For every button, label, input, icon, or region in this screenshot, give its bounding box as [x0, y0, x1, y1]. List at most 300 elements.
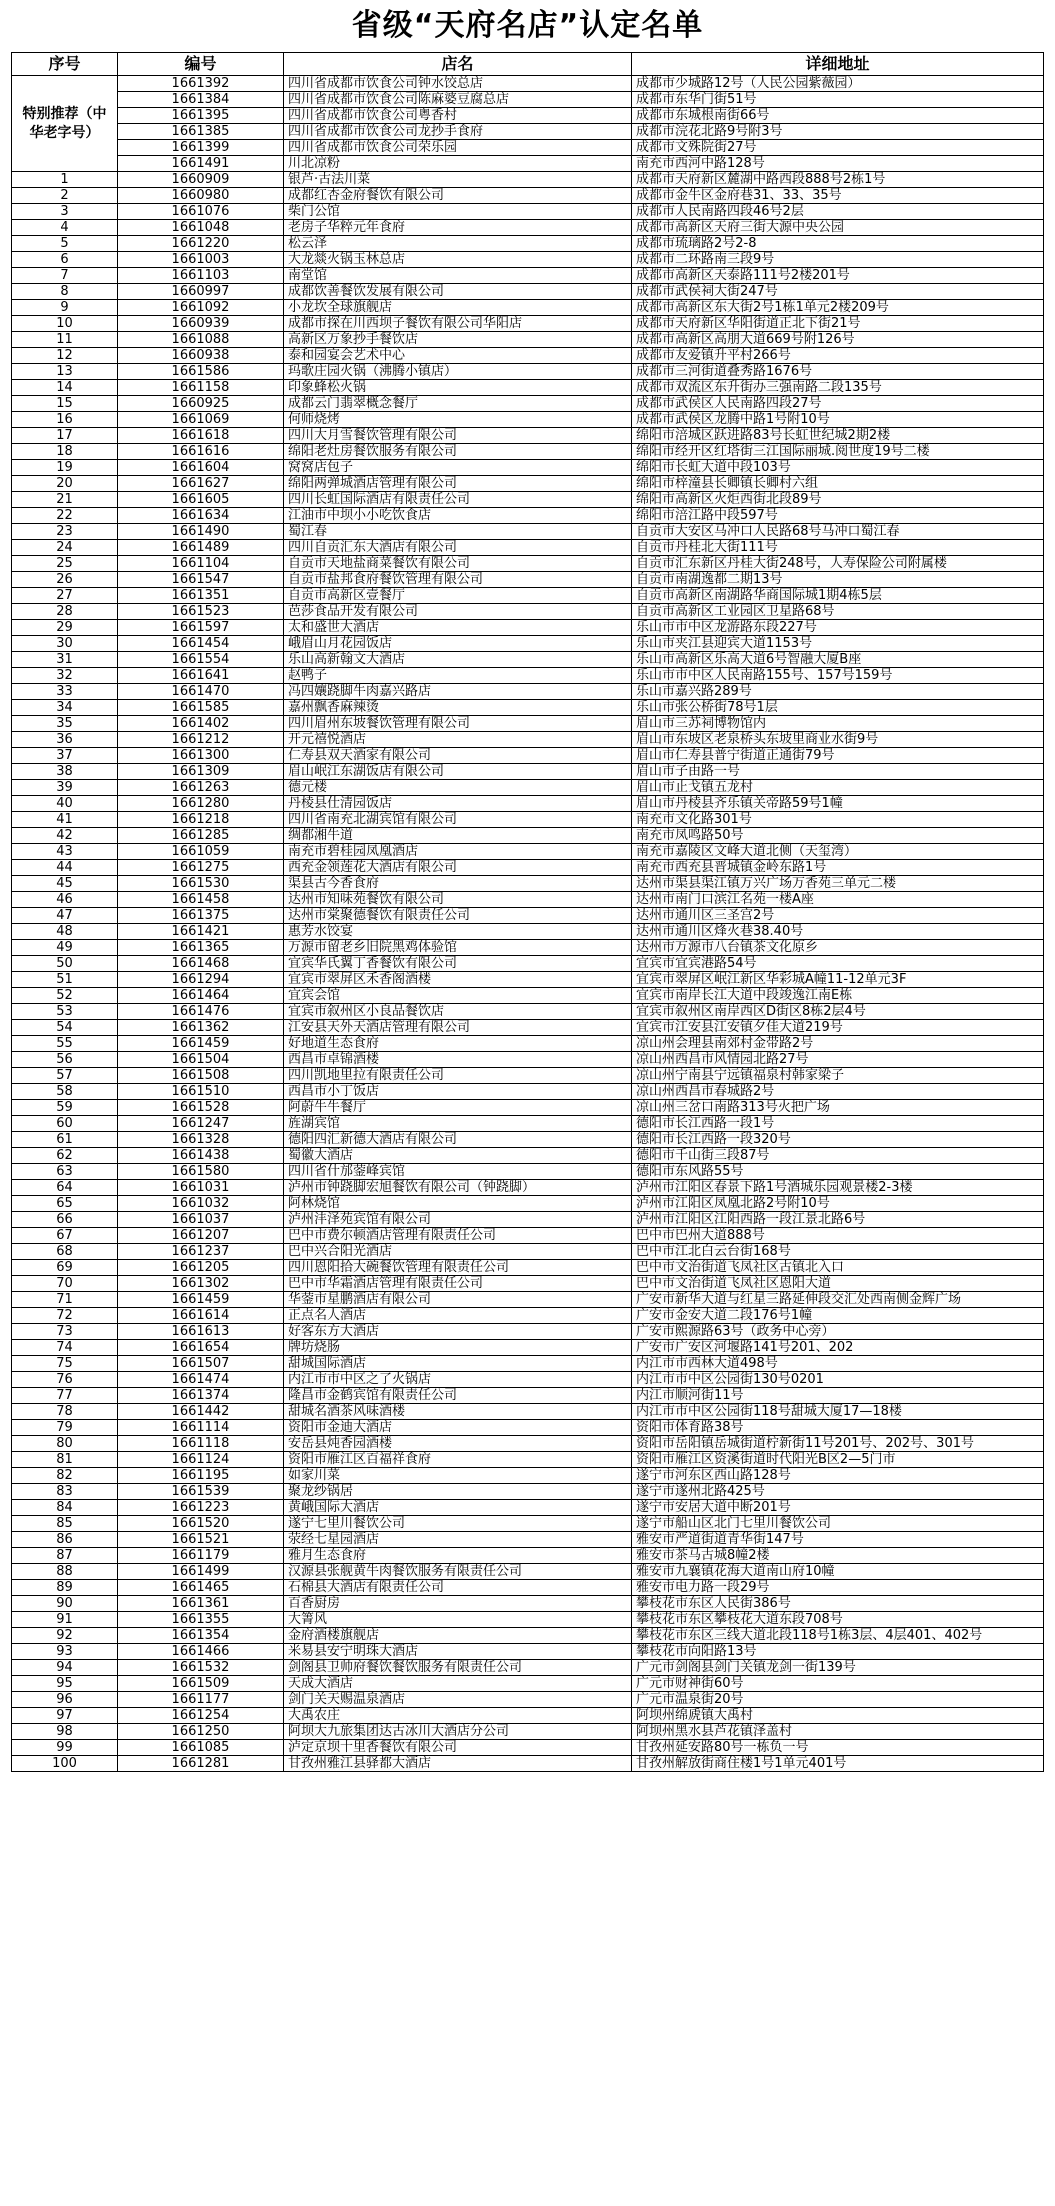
cell-name: 达州市知味苑餐饮有限公司: [284, 892, 632, 908]
cell-name: 甜城国际酒店: [284, 1356, 632, 1372]
cell-code: 1661459: [118, 1292, 284, 1308]
cell-seq: 74: [12, 1340, 118, 1356]
cell-address: 宜宾市南岸长江大道中段竣逸江南E栋: [632, 988, 1044, 1004]
cell-seq: 20: [12, 476, 118, 492]
cell-seq: 4: [12, 220, 118, 236]
table-row: [12, 236, 1044, 252]
cell-name: 阿蔚牛牛餐厅: [284, 1100, 632, 1116]
cell-address: 资阳市体育路38号: [632, 1420, 1044, 1436]
table-row: [12, 1580, 1044, 1596]
cell-seq: 100: [12, 1756, 118, 1772]
cell-address: 广元市财神街60号: [632, 1676, 1044, 1692]
cell-seq: 13: [12, 364, 118, 380]
table-row: [12, 1244, 1044, 1260]
cell-address: 雅安市茶马古城8幢2楼: [632, 1548, 1044, 1564]
table-row: [12, 924, 1044, 940]
cell-name: 玛歌庄园火锅（沸腾小镇店）: [284, 364, 632, 380]
header-seq: 序号: [12, 53, 118, 76]
cell-code: 1661466: [118, 1644, 284, 1660]
cell-address: 乐山市市中区人民南路155号、157号159号: [632, 668, 1044, 684]
cell-name: 西昌市卓锦酒楼: [284, 1052, 632, 1068]
table-row: [12, 1228, 1044, 1244]
table-row: [12, 1676, 1044, 1692]
cell-address: 自贡市高新区工业园区卫星路68号: [632, 604, 1044, 620]
cell-name: 内江市市中区之了火锅店: [284, 1372, 632, 1388]
cell-address: 遂宁市遂州北路425号: [632, 1484, 1044, 1500]
cell-address: 南充市西河中路128号: [632, 156, 1044, 172]
cell-name: 老房子华粹元年食府: [284, 220, 632, 236]
cell-seq: 61: [12, 1132, 118, 1148]
cell-seq: 47: [12, 908, 118, 924]
cell-seq: 63: [12, 1164, 118, 1180]
cell-address: 达州市万源市八台镇茶文化原乡: [632, 940, 1044, 956]
cell-name: 资阳市金迪大酒店: [284, 1420, 632, 1436]
cell-address: 南充市嘉陵区文峰大道北侧（天玺湾）: [632, 844, 1044, 860]
cell-seq: 58: [12, 1084, 118, 1100]
shop-list-table: [11, 52, 1044, 1772]
cell-address: 南充市西充县晋城镇金岭东路1号: [632, 860, 1044, 876]
cell-seq: 96: [12, 1692, 118, 1708]
page-title: 省级“天府名店”认定名单: [351, 8, 704, 43]
cell-seq: 26: [12, 572, 118, 588]
cell-code: 1661220: [118, 236, 284, 252]
cell-address: 达州市通川区烽火巷38.40号: [632, 924, 1044, 940]
cell-code: 1661384: [118, 92, 284, 108]
cell-name: 仁寿县双天酒家有限公司: [284, 748, 632, 764]
cell-address: 广元市温泉街20号: [632, 1692, 1044, 1708]
cell-address: 泸州市江阳区春景下路1号酒城乐园观景楼2-3楼: [632, 1180, 1044, 1196]
cell-code: 1661114: [118, 1420, 284, 1436]
cell-name: 荥经七星园酒店: [284, 1532, 632, 1548]
cell-code: 1661613: [118, 1324, 284, 1340]
table-row: [12, 572, 1044, 588]
cell-code: 1661528: [118, 1100, 284, 1116]
cell-address: 绵阳市涪江路中段597号: [632, 508, 1044, 524]
cell-seq: 87: [12, 1548, 118, 1564]
header-name: 店名: [284, 53, 632, 76]
cell-code: 1661521: [118, 1532, 284, 1548]
cell-address: 成都市武侯祠大街247号: [632, 284, 1044, 300]
cell-seq: 37: [12, 748, 118, 764]
cell-seq: 95: [12, 1676, 118, 1692]
table-row: [12, 1372, 1044, 1388]
cell-code: 1661294: [118, 972, 284, 988]
cell-address: 绵阳市涪城区跃进路83号长虹世纪城2期2楼: [632, 428, 1044, 444]
cell-address: 宜宾市江安县江安镇夕佳大道219号: [632, 1020, 1044, 1036]
cell-code: 1661032: [118, 1196, 284, 1212]
cell-address: 内江市市中区公园街118号甜城大厦17—18楼: [632, 1404, 1044, 1420]
cell-seq: 91: [12, 1612, 118, 1628]
table-row: [12, 156, 1044, 172]
cell-address: 成都市东华门街51号: [632, 92, 1044, 108]
cell-name: 宜宾华氏翼丁香餐饮有限公司: [284, 956, 632, 972]
cell-address: 德阳市东风路55号: [632, 1164, 1044, 1180]
cell-code: 1661509: [118, 1676, 284, 1692]
cell-seq: 81: [12, 1452, 118, 1468]
cell-seq: 36: [12, 732, 118, 748]
cell-name: 正点名人酒店: [284, 1308, 632, 1324]
cell-seq: 77: [12, 1388, 118, 1404]
cell-seq: 92: [12, 1628, 118, 1644]
cell-address: 自贡市南湖逸都二期13号: [632, 572, 1044, 588]
cell-seq: 17: [12, 428, 118, 444]
cell-seq: 16: [12, 412, 118, 428]
cell-address: 内江市市中区公园街130号0201: [632, 1372, 1044, 1388]
cell-name: 南堂馆: [284, 268, 632, 284]
cell-address: 攀枝花市东区三线大道北段118号1栋3层、4层401、402号: [632, 1628, 1044, 1644]
table-row: [12, 1116, 1044, 1132]
cell-seq: 65: [12, 1196, 118, 1212]
cell-code: 1661088: [118, 332, 284, 348]
cell-address: 广安市金安大道二段176号1幢: [632, 1308, 1044, 1324]
table-row: [12, 556, 1044, 572]
cell-address: 乐山市张公桥街78号1层: [632, 700, 1044, 716]
cell-seq: 7: [12, 268, 118, 284]
cell-name: 西昌市小丁饭店: [284, 1084, 632, 1100]
cell-name: 眉山岷江东湖饭店有限公司: [284, 764, 632, 780]
header-address: 详细地址: [632, 53, 1044, 76]
table-row: [12, 908, 1044, 924]
cell-address: 眉山市三苏祠博物馆内: [632, 716, 1044, 732]
table-row: [12, 684, 1044, 700]
cell-name: 泰和园宴会艺术中心: [284, 348, 632, 364]
cell-name: 达州市棠聚德餐饮有限责任公司: [284, 908, 632, 924]
cell-address: 资阳市雁江区资溪街道时代阳光B区2—5门市: [632, 1452, 1044, 1468]
cell-seq: 46: [12, 892, 118, 908]
cell-code: 1661179: [118, 1548, 284, 1564]
cell-code: 1661442: [118, 1404, 284, 1420]
cell-code: 1661059: [118, 844, 284, 860]
cell-name: 四川长虹国际酒店有限责任公司: [284, 492, 632, 508]
cell-name: 太和盛世大酒店: [284, 620, 632, 636]
cell-name: 汉源县张舰黄牛肉餐饮服务有限责任公司: [284, 1564, 632, 1580]
table-row: [12, 748, 1044, 764]
table-row: [12, 140, 1044, 156]
cell-address: 成都市文殊院街27号: [632, 140, 1044, 156]
cell-seq: 50: [12, 956, 118, 972]
cell-address: 凉山州三岔口南路313号火把广场: [632, 1100, 1044, 1116]
cell-address: 乐山市嘉兴路289号: [632, 684, 1044, 700]
cell-address: 雅安市电力路一段29号: [632, 1580, 1044, 1596]
cell-name: 四川眉州东坡餐饮管理有限公司: [284, 716, 632, 732]
cell-seq: 84: [12, 1500, 118, 1516]
table-row: [12, 1276, 1044, 1292]
table-row: [12, 1484, 1044, 1500]
cell-address: 阿坝州绵虒镇大禹村: [632, 1708, 1044, 1724]
cell-code: 1661490: [118, 524, 284, 540]
cell-code: 1661076: [118, 204, 284, 220]
cell-name: 宜宾市叙州区小良品餐饮店: [284, 1004, 632, 1020]
cell-name: 南充市碧桂园凤凰酒店: [284, 844, 632, 860]
cell-name: 川北凉粉: [284, 156, 632, 172]
table-row: [12, 716, 1044, 732]
cell-address: 攀枝花市东区攀枝花大道东段708号: [632, 1612, 1044, 1628]
table-body: [12, 76, 1044, 1772]
table-row: [12, 220, 1044, 236]
cell-name: 大龙燚火锅玉林总店: [284, 252, 632, 268]
table-row: [12, 348, 1044, 364]
table-row: [12, 1692, 1044, 1708]
table-row: [12, 1596, 1044, 1612]
cell-name: 万源市留老乡旧院黑鸡体验馆: [284, 940, 632, 956]
cell-code: 1661351: [118, 588, 284, 604]
cell-seq: 67: [12, 1228, 118, 1244]
cell-seq: 23: [12, 524, 118, 540]
cell-code: 1661399: [118, 140, 284, 156]
cell-name: 百香厨房: [284, 1596, 632, 1612]
cell-seq: 82: [12, 1468, 118, 1484]
cell-name: 芭莎食品开发有限公司: [284, 604, 632, 620]
cell-seq: 22: [12, 508, 118, 524]
table-row: [12, 780, 1044, 796]
cell-address: 乐山市夹江县迎宾大道1153号: [632, 636, 1044, 652]
cell-address: 眉山市东坡区老泉桥头东坡里商业水街9号: [632, 732, 1044, 748]
cell-name: 大箐风: [284, 1612, 632, 1628]
cell-name: 牌坊烧肠: [284, 1340, 632, 1356]
table-row: [12, 252, 1044, 268]
cell-address: 广安市熙源路63号（政务中心旁）: [632, 1324, 1044, 1340]
cell-address: 内江市顺河街11号: [632, 1388, 1044, 1404]
cell-code: 1661508: [118, 1068, 284, 1084]
cell-seq: 76: [12, 1372, 118, 1388]
cell-address: 眉山市子由路一号: [632, 764, 1044, 780]
cell-name: 窝窝店包子: [284, 460, 632, 476]
cell-code: 1661300: [118, 748, 284, 764]
cell-code: 1661470: [118, 684, 284, 700]
cell-code: 1661374: [118, 1388, 284, 1404]
cell-name: 高新区万象抄手餐饮店: [284, 332, 632, 348]
cell-name: 成都市探在川西坝子餐饮有限公司华阳店: [284, 316, 632, 332]
cell-seq: 24: [12, 540, 118, 556]
cell-address: 成都市天府新区麓湖中路西段888号2栋1号: [632, 172, 1044, 188]
cell-name: 峨眉山月花园饭店: [284, 636, 632, 652]
table-row: [12, 604, 1044, 620]
cell-code: 1661554: [118, 652, 284, 668]
table-row: [12, 732, 1044, 748]
cell-code: 1661207: [118, 1228, 284, 1244]
table-row: [12, 268, 1044, 284]
table-row: [12, 1644, 1044, 1660]
cell-name: 旌湖宾馆: [284, 1116, 632, 1132]
cell-code: 1661069: [118, 412, 284, 428]
cell-seq: 72: [12, 1308, 118, 1324]
table-row: [12, 332, 1044, 348]
cell-code: 1660939: [118, 316, 284, 332]
table-row: [12, 300, 1044, 316]
cell-code: 1661385: [118, 124, 284, 140]
cell-name: 赵鸭子: [284, 668, 632, 684]
cell-name: 甜城名酒茶风味酒楼: [284, 1404, 632, 1420]
table-row: [12, 876, 1044, 892]
cell-code: 1661438: [118, 1148, 284, 1164]
cell-seq: 57: [12, 1068, 118, 1084]
cell-seq: 75: [12, 1356, 118, 1372]
table-row: [12, 1052, 1044, 1068]
cell-name: 四川凯地里拉有限责任公司: [284, 1068, 632, 1084]
cell-seq: 27: [12, 588, 118, 604]
cell-address: 成都市二环路南三段9号: [632, 252, 1044, 268]
table-row: [12, 492, 1044, 508]
cell-seq: 2: [12, 188, 118, 204]
cell-code: 1661489: [118, 540, 284, 556]
cell-address: 宜宾市宜宾港路54号: [632, 956, 1044, 972]
cell-address: 绵阳市长虹大道中段103号: [632, 460, 1044, 476]
cell-name: 丹棱县仕清园饭店: [284, 796, 632, 812]
cell-code: 1661118: [118, 1436, 284, 1452]
cell-name: 江安县天外天酒店管理有限公司: [284, 1020, 632, 1036]
cell-name: 蜀徽大酒店: [284, 1148, 632, 1164]
cell-name: 渠县古今香食府: [284, 876, 632, 892]
cell-address: 成都市友爱镇升平村266号: [632, 348, 1044, 364]
cell-address: 德阳市长江西路一段320号: [632, 1132, 1044, 1148]
cell-name: 四川恩阳拾大碗餐饮管理有限责任公司: [284, 1260, 632, 1276]
cell-code: 1661539: [118, 1484, 284, 1500]
cell-name: 绸都湘牛道: [284, 828, 632, 844]
cell-address: 南充市文化路301号: [632, 812, 1044, 828]
cell-address: 达州市渠县渠江镇万兴广场万香苑三单元二楼: [632, 876, 1044, 892]
table-row: [12, 1068, 1044, 1084]
cell-address: 绵阳市梓潼县长卿镇长卿村六组: [632, 476, 1044, 492]
table-row: [12, 972, 1044, 988]
cell-seq: 98: [12, 1724, 118, 1740]
cell-seq: 15: [12, 396, 118, 412]
table-row: [12, 860, 1044, 876]
cell-code: 1661504: [118, 1052, 284, 1068]
cell-seq: 34: [12, 700, 118, 716]
table-row: [12, 1004, 1044, 1020]
cell-name: 柴门公馆: [284, 204, 632, 220]
table-row: [12, 668, 1044, 684]
cell-code: 1661507: [118, 1356, 284, 1372]
cell-address: 宜宾市翠屏区岷江新区华彩城A幢11-12单元3F: [632, 972, 1044, 988]
cell-name: 四川大月雪餐饮管理有限公司: [284, 428, 632, 444]
table-row: [12, 892, 1044, 908]
cell-seq: 31: [12, 652, 118, 668]
cell-seq: 14: [12, 380, 118, 396]
cell-address: 巴中市江北白云台街168号: [632, 1244, 1044, 1260]
cell-name: 巴中市费尔顿酒店管理有限责任公司: [284, 1228, 632, 1244]
cell-seq: 3: [12, 204, 118, 220]
cell-code: 1661499: [118, 1564, 284, 1580]
cell-code: 1661458: [118, 892, 284, 908]
cell-code: 1661654: [118, 1340, 284, 1356]
cell-code: 1660925: [118, 396, 284, 412]
cell-name: 江油市中坝小小吃饮食店: [284, 508, 632, 524]
cell-name: 嘉州飘香麻辣烫: [284, 700, 632, 716]
cell-seq: 78: [12, 1404, 118, 1420]
cell-name: 金府酒楼旗舰店: [284, 1628, 632, 1644]
cell-name: 大禹农庄: [284, 1708, 632, 1724]
cell-seq: 42: [12, 828, 118, 844]
table-row: [12, 1564, 1044, 1580]
cell-seq: 79: [12, 1420, 118, 1436]
cell-name: 四川省成都市饮食公司荣乐园: [284, 140, 632, 156]
cell-seq: 88: [12, 1564, 118, 1580]
cell-address: 成都市浣花北路9号附3号: [632, 124, 1044, 140]
table-row: [12, 124, 1044, 140]
table-row: [12, 1020, 1044, 1036]
cell-code: 1661031: [118, 1180, 284, 1196]
cell-seq: 70: [12, 1276, 118, 1292]
cell-name: 四川省成都市饮食公司陈麻婆豆腐总店: [284, 92, 632, 108]
cell-address: 巴中市巴州大道888号: [632, 1228, 1044, 1244]
cell-address: 自贡市高新区南湖路华商国际城1期4栋5层: [632, 588, 1044, 604]
cell-address: 成都市武侯区人民南路四段27号: [632, 396, 1044, 412]
table-row: [12, 1132, 1044, 1148]
cell-address: 阿坝州黑水县芦花镇泽盖村: [632, 1724, 1044, 1740]
header-code: 编号: [118, 53, 284, 76]
cell-name: 何师烧烤: [284, 412, 632, 428]
cell-code: 1661520: [118, 1516, 284, 1532]
cell-address: 眉山市仁寿县普宁街道正通街79号: [632, 748, 1044, 764]
cell-code: 1661614: [118, 1308, 284, 1324]
table-row: [12, 412, 1044, 428]
cell-code: 1661395: [118, 108, 284, 124]
table-row: [12, 524, 1044, 540]
cell-code: 1661634: [118, 508, 284, 524]
cell-name: 巴中市华霜酒店管理有限责任公司: [284, 1276, 632, 1292]
table-row: [12, 284, 1044, 300]
cell-address: 成都市少城路12号（人民公园紫薇园）: [632, 76, 1044, 92]
cell-name: 雅月生态食府: [284, 1548, 632, 1564]
cell-code: 1661037: [118, 1212, 284, 1228]
table-row: [12, 1340, 1044, 1356]
cell-code: 1661604: [118, 460, 284, 476]
table-row: [12, 844, 1044, 860]
cell-address: 成都市双流区东升街办三强南路二段135号: [632, 380, 1044, 396]
cell-address: 达州市通川区三圣宫2号: [632, 908, 1044, 924]
cell-seq: 55: [12, 1036, 118, 1052]
table-row: [12, 1324, 1044, 1340]
cell-seq: 53: [12, 1004, 118, 1020]
cell-address: 广安市广安区河堰路141号201、202: [632, 1340, 1044, 1356]
cell-name: 剑阁县卫帅府餐饮餐饮服务有限责任公司: [284, 1660, 632, 1676]
cell-address: 巴中市文治街道飞凤社区恩阳大道: [632, 1276, 1044, 1292]
table-row: [12, 108, 1044, 124]
cell-address: 雅安市严道街道青华街147号: [632, 1532, 1044, 1548]
cell-seq: 41: [12, 812, 118, 828]
cell-seq: 71: [12, 1292, 118, 1308]
cell-seq: 94: [12, 1660, 118, 1676]
cell-code: 1661275: [118, 860, 284, 876]
table-row: [12, 428, 1044, 444]
table-row: [12, 988, 1044, 1004]
cell-seq: 10: [12, 316, 118, 332]
cell-name: 天成大酒店: [284, 1676, 632, 1692]
cell-seq: 89: [12, 1580, 118, 1596]
cell-name: 成都饮善餐饮发展有限公司: [284, 284, 632, 300]
cell-address: 眉山市止戈镇五龙村: [632, 780, 1044, 796]
cell-seq: 52: [12, 988, 118, 1004]
cell-code: 1661085: [118, 1740, 284, 1756]
cell-name: 如家川菜: [284, 1468, 632, 1484]
cell-address: 内江市市西林大道498号: [632, 1356, 1044, 1372]
table-row: [12, 380, 1044, 396]
cell-address: 凉山州宁南县宁远镇福泉村韩家梁子: [632, 1068, 1044, 1084]
cell-seq: 80: [12, 1436, 118, 1452]
table-row: [12, 444, 1044, 460]
cell-address: 资阳市岳阳镇岳城街道柠新街11号201号、202号、301号: [632, 1436, 1044, 1452]
cell-seq: 32: [12, 668, 118, 684]
cell-name: 印象蜂松火锅: [284, 380, 632, 396]
cell-address: 攀枝花市向阳路13号: [632, 1644, 1044, 1660]
cell-seq: 51: [12, 972, 118, 988]
cell-name: 石棉县大酒店有限责任公司: [284, 1580, 632, 1596]
table-row: [12, 1292, 1044, 1308]
cell-address: 成都市金牛区金府巷31、33、35号: [632, 188, 1044, 204]
cell-seq: 68: [12, 1244, 118, 1260]
cell-seq: 18: [12, 444, 118, 460]
